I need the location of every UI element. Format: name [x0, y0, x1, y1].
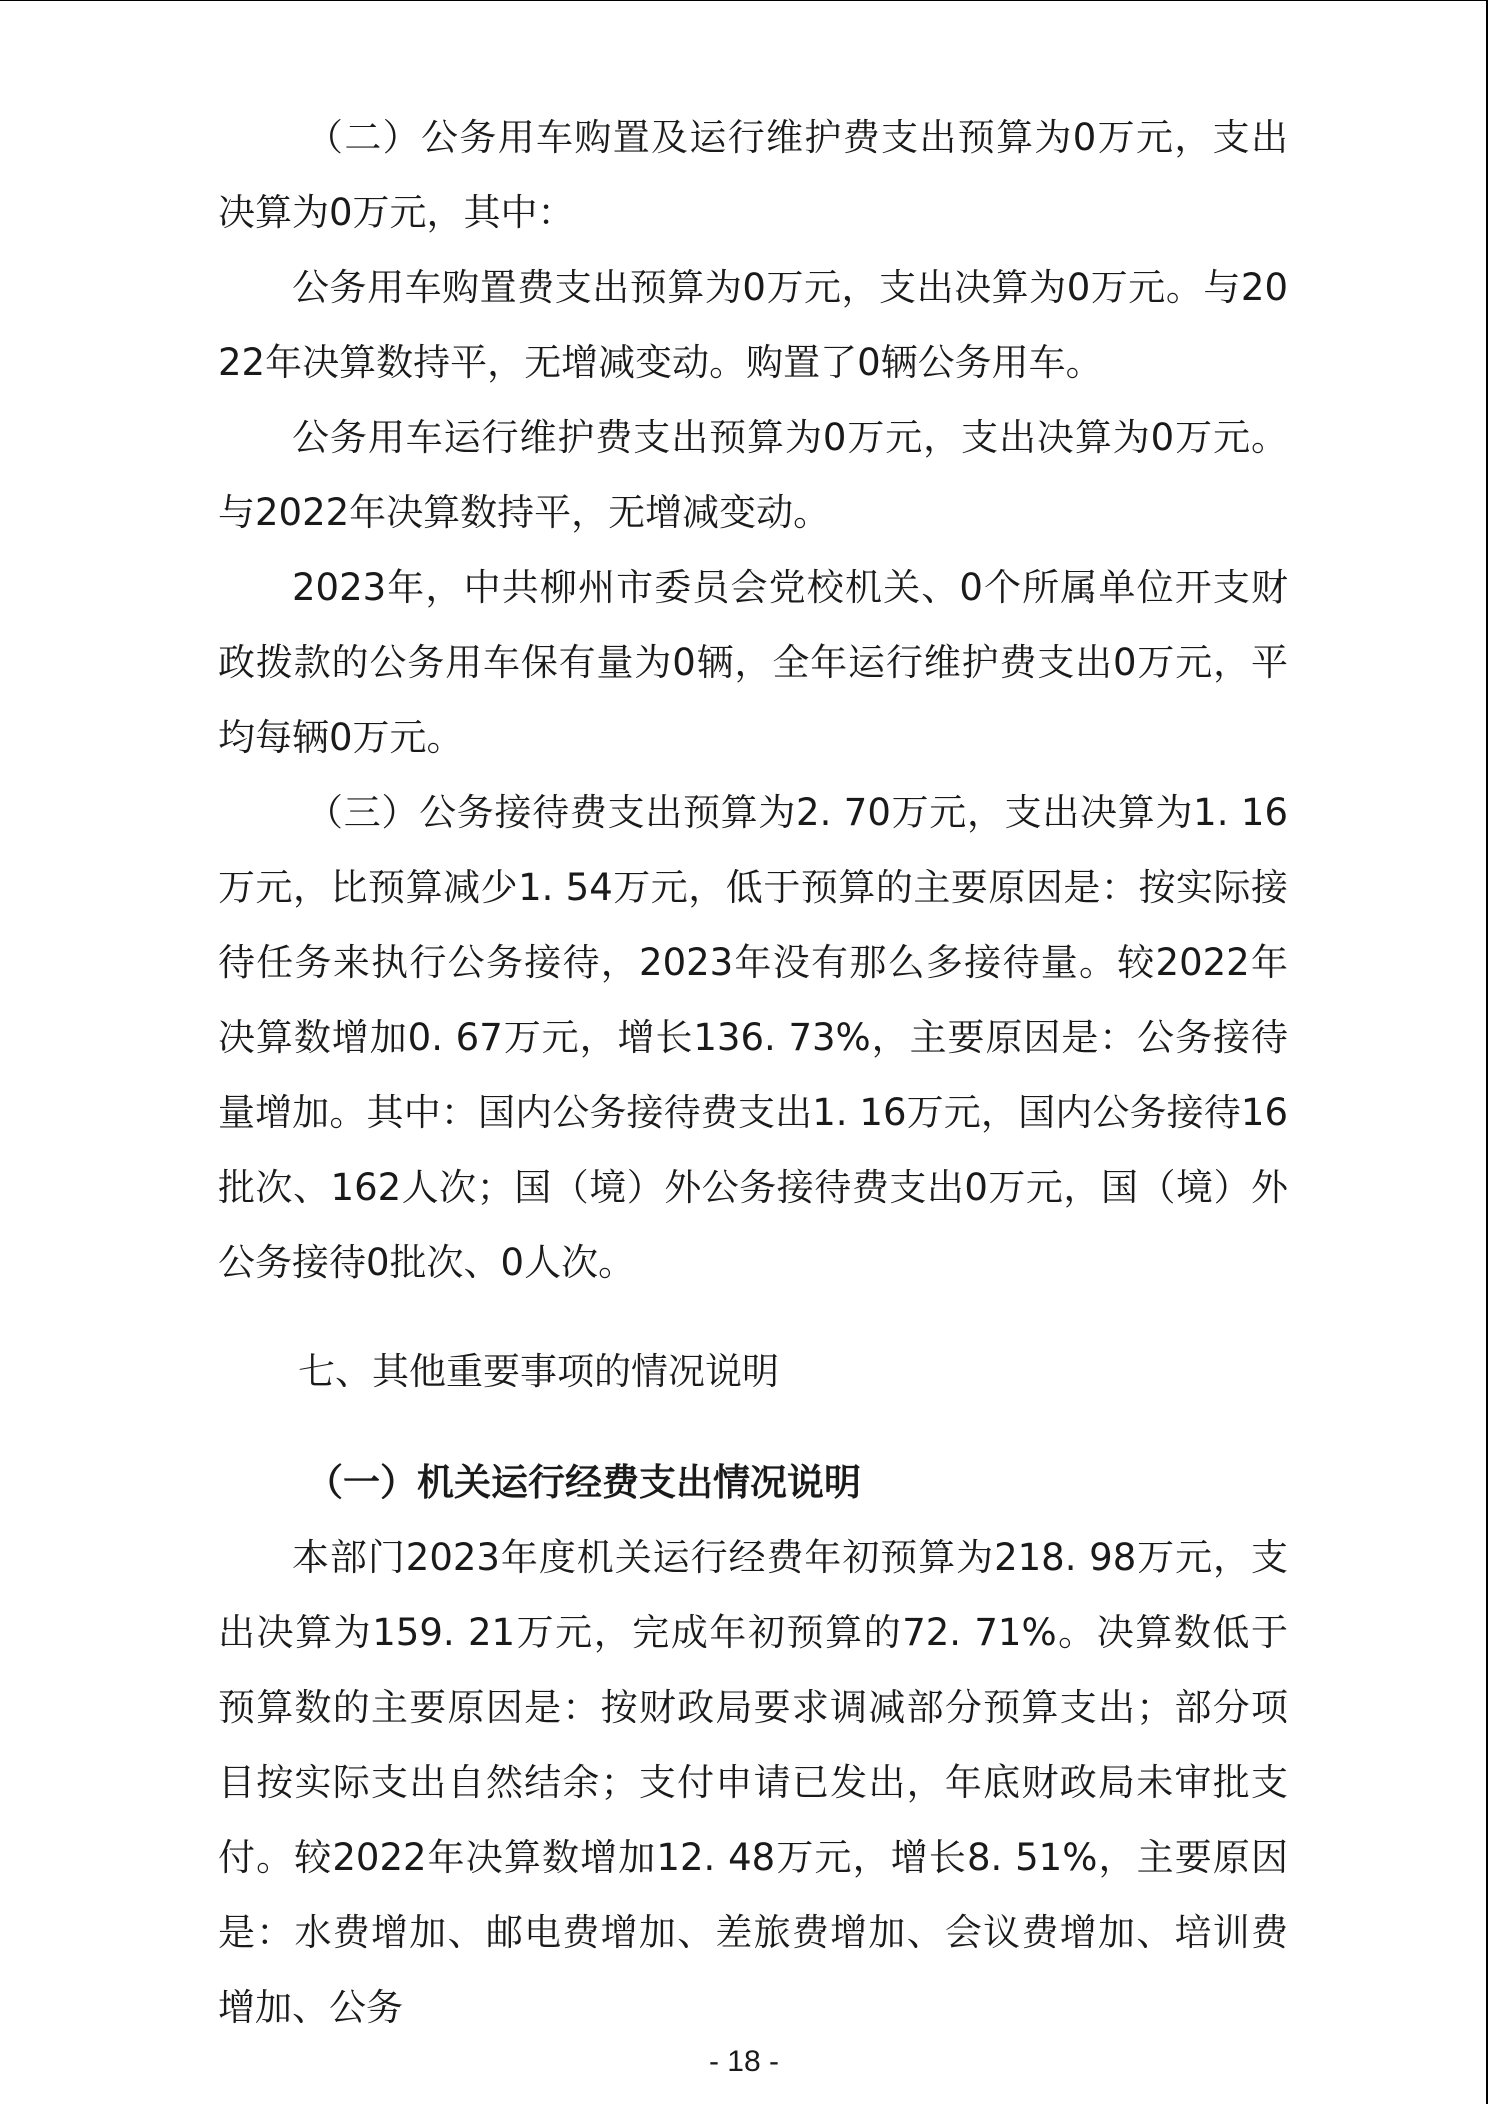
document-body	[218, 100, 1288, 2045]
paragraph-vehicle-holdings: 2023年，中共柳州市委员会党校机关、0个所属单位开支财政拨款的公务用车保有量为0辆，全年运行维护费支出0万元，平均每辆0万元。	[218, 566, 1288, 759]
page-number: - 18 -	[708, 2045, 780, 2078]
paragraph-vehicle-purchase: 公务用车购置费支出预算为0万元，支出决算为0万元。与2022年决算数持平，无增减变动。购置了0辆公务用车。	[218, 266, 1288, 384]
subsection-heading: （一）机关运行经费支出情况说明	[306, 1461, 861, 1504]
paragraph-operating-expenses: 本部门2023年度机关运行经费年初预算为218. 98万元，支出决算为159. 21万元，完成年初预算的72. 71%。决算数低于预算数的主要原因是：按财政局要求调减部分预算支出；部分项目按实际支出自然结余；支付申请已发出，年底财政局未审批支付。较2022年决算数增加12. 48万元，增长8. 51%，主要原因是：水费增加、邮电费增加、差旅费增加、会议费增加、培训费增加、公务	[218, 1536, 1288, 2029]
paragraph-vehicle-maintenance: 公务用车运行维护费支出预算为0万元，支出决算为0万元。与2022年决算数持平，无增减变动。	[218, 416, 1288, 534]
section-heading: 七、其他重要事项的情况说明	[298, 1350, 779, 1393]
paragraph-vehicle-summary: （二）公务用车购置及运行维护费支出预算为0万元，支出决算为0万元，其中：	[218, 116, 1288, 234]
page-top-border	[0, 0, 1488, 1]
paragraph-reception-expenses: （三）公务接待费支出预算为2. 70万元，支出决算为1. 16万元，比预算减少1. 54万元，低于预算的主要原因是：按实际接待任务来执行公务接待，2023年没有那么多接待量。较2022年决算数增加0. 67万元，增长136. 73%，主要原因是：公务接待量增加。其中：国内公务接待费支出1. 16万元，国内公务接待16批次、162人次；国（境）外公务接待费支出0万元，国（境）外公务接待0批次、0人次。	[218, 791, 1288, 1284]
